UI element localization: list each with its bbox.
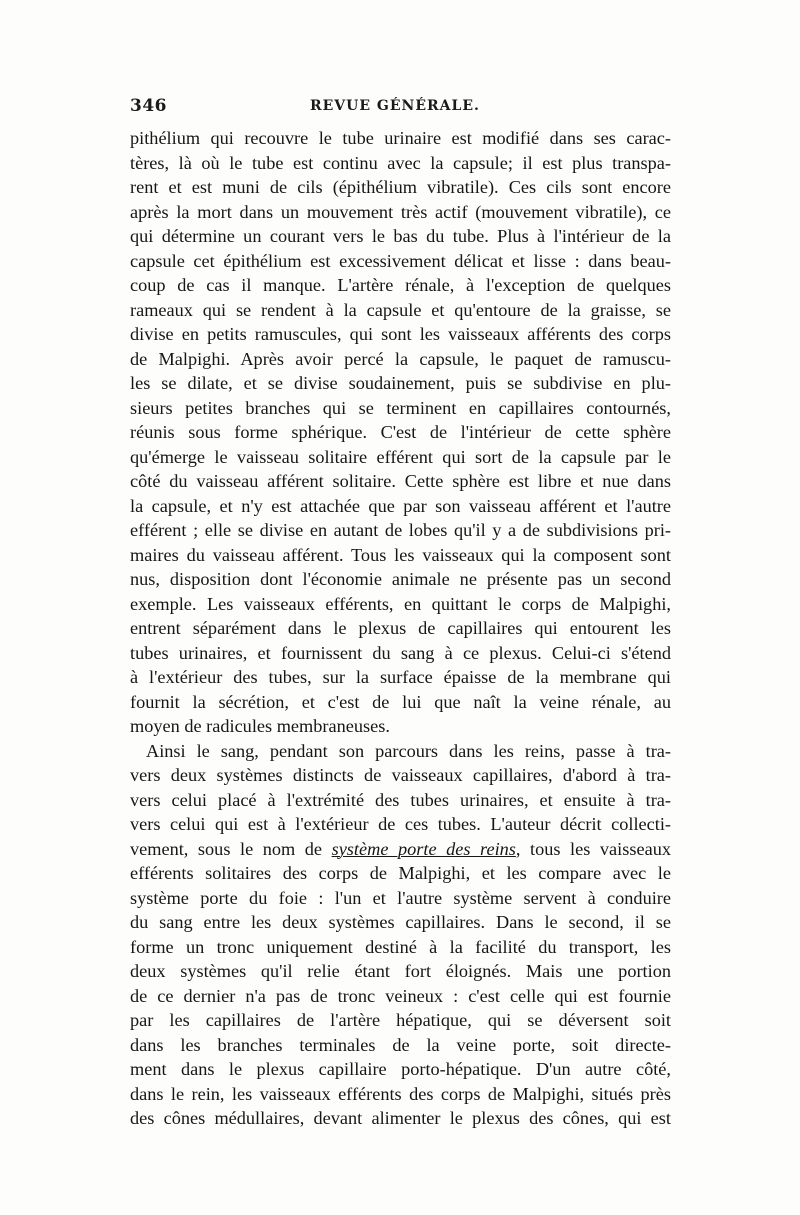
text-line: qui détermine un courant vers le bas du tube. Plus à l'intérieur de la: [130, 226, 671, 246]
text-line: côté du vaisseau afférent solitaire. Cette sphère est libre et nue dans: [130, 471, 671, 491]
journal-title: REVUE GÉNÉRALE.: [310, 98, 480, 114]
text-line: ment dans le plexus capillaire porto-hépatique. D'un autre côté,: [130, 1059, 671, 1079]
text-line: rameaux qui se rendent à la capsule et qu'entoure de la graisse, se: [130, 299, 671, 320]
text-line: vers celui qui est à l'extérieur de ces tubes. L'auteur décrit collecti-: [130, 814, 671, 834]
text-line: vers deux systèmes distincts de vaisseaux capillaires, d'abord à tra-: [130, 765, 671, 785]
text-line: moyen de radicules membraneuses.: [130, 716, 390, 736]
text-line: vers celui placé à l'extrémité des tubes urinaires, et ensuite à tra-: [130, 789, 671, 810]
text-line-start: vement, sous le nom de: [130, 838, 332, 859]
emphasized-term: système porte des reins: [331, 838, 516, 859]
text-line: tères, là où le tube est continu avec la capsule; il est plus transpa-: [130, 152, 671, 173]
text-line: entrent séparément dans le plexus de capillaires qui entourent les: [130, 618, 671, 638]
text-line: de ce dernier n'a pas de tronc veineux : c'est celle qui est fournie: [130, 985, 671, 1006]
text-line: efférent ; elle se divise en autant de lobes qu'il y a de subdivisions pri-: [130, 520, 671, 540]
text-line: sieurs petites branches qui se terminent en capillaires contournés,: [130, 397, 671, 418]
text-line: pithélium qui recouvre le tube urinaire est modifié dans ses carac-: [130, 128, 671, 148]
text-line: système porte du foie : l'un et l'autre système servent à conduire: [130, 887, 671, 908]
text-line: forme un tronc uniquement destiné à la facilité du transport, les: [130, 936, 671, 957]
text-line: dans les branches terminales de la veine porte, soit directe-: [130, 1034, 671, 1055]
text-line: exemple. Les vaisseaux efférents, en quittant le corps de Malpighi,: [130, 593, 671, 614]
body-text: [130, 126, 671, 1131]
text-line: réunis sous forme sphérique. C'est de l'intérieur de cette sphère: [130, 422, 671, 442]
text-line: des cônes médullaires, devant alimenter le plexus des cônes, qui est: [130, 1108, 671, 1128]
text-line: tubes urinaires, et fournissent du sang à ce plexus. Celui-ci s'étend: [130, 642, 671, 663]
text-line: divise en petits ramuscules, qui sont les vaisseaux afférents des corps: [130, 324, 671, 344]
text-line: rent et est muni de cils (épithélium vibratile). Ces cils sont encore: [130, 177, 671, 197]
paragraph-start-line: Ainsi le sang, pendant son parcours dans les reins, passe à tra-: [146, 740, 671, 761]
text-line: fournit la sécrétion, et c'est de lui que naît la veine rénale, au: [130, 691, 671, 712]
text-line: deux systèmes qu'il relie étant fort éloignés. Mais une portion: [130, 961, 671, 981]
text-line: qu'émerge le vaisseau solitaire efférent qui sort de la capsule par le: [130, 446, 671, 467]
text-line: capsule cet épithélium est excessivement délicat et lisse : dans beau-: [130, 250, 671, 271]
text-line: de Malpighi. Après avoir percé la capsule, le paquet de ramuscu-: [130, 348, 671, 369]
text-line-with-emphasis: [130, 837, 671, 862]
running-header: [130, 96, 670, 120]
page-number: 346: [130, 96, 167, 116]
text-line: nus, disposition dont l'économie animale ne présente pas un second: [130, 569, 671, 589]
text-line: efférents solitaires des corps de Malpighi, et les compare avec le: [130, 863, 671, 883]
text-line: dans le rein, les vaisseaux efférents des corps de Malpighi, situés près: [130, 1083, 671, 1104]
text-line: coup de cas il manque. L'artère rénale, à l'exception de quelques: [130, 275, 671, 295]
text-line: les se dilate, et se divise soudainement, puis se subdivise en plu-: [130, 373, 671, 393]
text-line: maires du vaisseau afférent. Tous les vaisseaux qui la composent sont: [130, 544, 671, 565]
text-line: par les capillaires de l'artère hépatique, qui se déversent soit: [130, 1010, 671, 1030]
text-line: la capsule, et n'y est attachée que par son vaisseau afférent et l'autre: [130, 495, 671, 516]
text-line: du sang entre les deux systèmes capillaires. Dans le second, il se: [130, 912, 671, 932]
text-line: après la mort dans un mouvement très actif (mouvement vibratile), ce: [130, 201, 671, 222]
text-line-end: , tous les vaisseaux: [515, 838, 671, 859]
text-line: à l'extérieur des tubes, sur la surface épaisse de la membrane qui: [130, 667, 671, 687]
